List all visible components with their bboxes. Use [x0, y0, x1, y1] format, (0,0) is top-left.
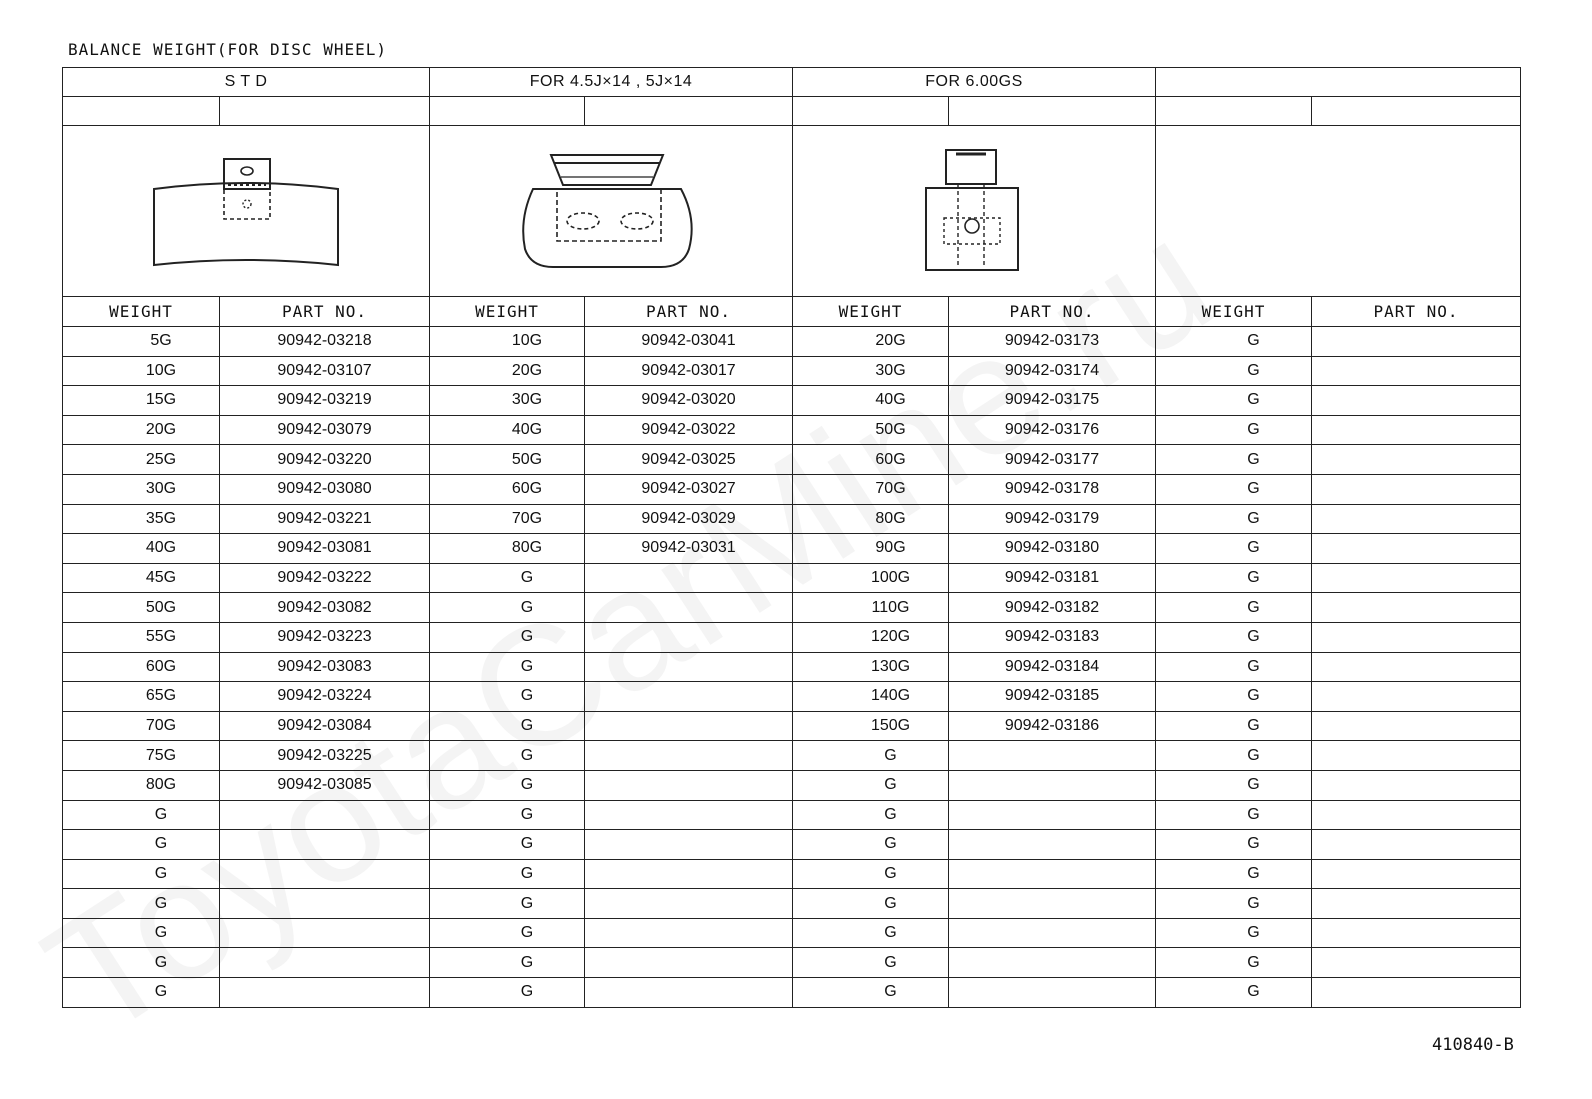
part-number-cell [585, 918, 793, 948]
part-number-cell: 90942-03223 [220, 622, 430, 652]
part-number-cell: 90942-03222 [220, 563, 430, 593]
part-number-cell [949, 741, 1156, 771]
part-number-cell: 90942-03178 [949, 474, 1156, 504]
part-number-cell [949, 800, 1156, 830]
table-row [63, 652, 1521, 682]
part-number-cell: 90942-03219 [220, 386, 430, 416]
table-row [63, 830, 1521, 860]
weight-cell: G [1156, 563, 1312, 593]
weight-cell: 10G [430, 327, 585, 357]
weight-cell: G [1156, 889, 1312, 919]
section-header-row [63, 68, 1521, 97]
weight-cell: G [430, 859, 585, 889]
weight-cell: G [1156, 652, 1312, 682]
part-number-cell [1312, 800, 1521, 830]
weight-cell: 25G [63, 445, 220, 475]
weight-cell: 90G [793, 534, 949, 564]
part-number-cell: 90942-03079 [220, 415, 430, 445]
weight-cell: 70G [63, 711, 220, 741]
part-number-cell [220, 978, 430, 1008]
weight-cell: G [1156, 682, 1312, 712]
part-number-cell: 90942-03225 [220, 741, 430, 771]
table-row [63, 800, 1521, 830]
illustration-row [63, 126, 1521, 297]
part-number-cell [949, 770, 1156, 800]
part-number-cell: 90942-03080 [220, 474, 430, 504]
part-number-cell: 90942-03022 [585, 415, 793, 445]
weight-cell: 50G [63, 593, 220, 623]
part-number-cell [585, 830, 793, 860]
weight-cell: 5G [63, 327, 220, 357]
weight-cell: G [1156, 327, 1312, 357]
part-number-cell [585, 859, 793, 889]
section-std-label: S T D [63, 68, 430, 97]
part-number-cell: 90942-03177 [949, 445, 1156, 475]
weight-cell: G [1156, 622, 1312, 652]
part-number-cell [1312, 682, 1521, 712]
section-6-00gs-label: FOR 6.00GS [793, 68, 1156, 97]
weight-cell: G [63, 978, 220, 1008]
blank-cell [793, 97, 949, 126]
part-number-cell [949, 918, 1156, 948]
part-number-cell: 90942-03179 [949, 504, 1156, 534]
weight-cell: 80G [63, 770, 220, 800]
part-number-cell: 90942-03029 [585, 504, 793, 534]
weight-cell: G [430, 682, 585, 712]
part-number-cell [585, 622, 793, 652]
table-row [63, 445, 1521, 475]
weight-cell: 80G [793, 504, 949, 534]
part-number-cell: 90942-03181 [949, 563, 1156, 593]
weight-cell: G [1156, 770, 1312, 800]
weight-cell: 140G [793, 682, 949, 712]
weight-cell: G [430, 889, 585, 919]
4-5j-weight-drawing [511, 149, 711, 274]
part-number-cell [1312, 652, 1521, 682]
weight-cell: G [1156, 356, 1312, 386]
weight-cell: G [430, 978, 585, 1008]
column-header-row [63, 297, 1521, 327]
weight-cell: G [793, 918, 949, 948]
weight-cell: 70G [430, 504, 585, 534]
weight-cell: 130G [793, 652, 949, 682]
weight-cell: G [1156, 474, 1312, 504]
4-5j-weight-illustration [430, 126, 793, 297]
sub-header-row [63, 97, 1521, 126]
part-number-cell: 90942-03183 [949, 622, 1156, 652]
part-number-cell: 90942-03186 [949, 711, 1156, 741]
weight-cell: G [1156, 593, 1312, 623]
table-row [63, 918, 1521, 948]
part-number-cell: 90942-03173 [949, 327, 1156, 357]
balance-weight-table [62, 67, 1521, 1008]
part-number-cell [1312, 563, 1521, 593]
part-number-cell [1312, 474, 1521, 504]
weight-cell: 55G [63, 622, 220, 652]
table-row [63, 534, 1521, 564]
weight-cell: G [793, 978, 949, 1008]
weight-cell: G [793, 770, 949, 800]
part-number-cell [1312, 889, 1521, 919]
weight-cell: 50G [430, 445, 585, 475]
part-number-cell: 90942-03175 [949, 386, 1156, 416]
weight-column-header: WEIGHT [430, 297, 585, 327]
part-number-cell: 90942-03174 [949, 356, 1156, 386]
part-number-cell [585, 770, 793, 800]
weight-cell: G [430, 563, 585, 593]
part-number-cell [1312, 622, 1521, 652]
weight-cell: G [430, 918, 585, 948]
part-number-cell: 90942-03081 [220, 534, 430, 564]
weight-cell: G [793, 889, 949, 919]
document-code: 410840-B [1432, 1035, 1514, 1055]
part-number-cell: 90942-03221 [220, 504, 430, 534]
blank-cell [63, 97, 220, 126]
part-number-cell [585, 978, 793, 1008]
part-number-cell [585, 800, 793, 830]
std-weight-drawing [146, 151, 346, 271]
table-row [63, 682, 1521, 712]
part-number-cell: 90942-03084 [220, 711, 430, 741]
part-number-cell [1312, 978, 1521, 1008]
part-number-cell [220, 830, 430, 860]
part-number-cell: 90942-03025 [585, 445, 793, 475]
weight-column-header: WEIGHT [793, 297, 949, 327]
weight-cell: 80G [430, 534, 585, 564]
part-number-cell [1312, 534, 1521, 564]
blank-cell [585, 97, 793, 126]
weight-cell: G [1156, 534, 1312, 564]
weight-cell: 70G [793, 474, 949, 504]
weight-cell: 40G [430, 415, 585, 445]
part-number-cell [1312, 830, 1521, 860]
part-number-cell: 90942-03085 [220, 770, 430, 800]
table-row [63, 415, 1521, 445]
weight-cell: G [63, 830, 220, 860]
weight-cell: 60G [63, 652, 220, 682]
table-row [63, 859, 1521, 889]
part-number-cell: 90942-03107 [220, 356, 430, 386]
part-number-cell [585, 563, 793, 593]
part-number-cell [220, 800, 430, 830]
part-number-cell [585, 741, 793, 771]
part-number-cell: 90942-03027 [585, 474, 793, 504]
weight-cell: G [430, 711, 585, 741]
part-number-cell [585, 682, 793, 712]
table-row [63, 593, 1521, 623]
weight-cell: 30G [63, 474, 220, 504]
weight-cell: 40G [793, 386, 949, 416]
part-number-cell [220, 859, 430, 889]
weight-cell: G [1156, 830, 1312, 860]
part-number-cell [585, 593, 793, 623]
blank-illustration [1156, 126, 1521, 297]
weight-cell: G [430, 800, 585, 830]
weight-cell: G [1156, 918, 1312, 948]
weight-cell: G [430, 948, 585, 978]
weight-cell: 100G [793, 563, 949, 593]
table-row [63, 563, 1521, 593]
weight-cell: 10G [63, 356, 220, 386]
part-number-cell: 90942-03176 [949, 415, 1156, 445]
part-number-cell [1312, 593, 1521, 623]
blank-cell [430, 97, 585, 126]
blank-cell [949, 97, 1156, 126]
weight-cell: 110G [793, 593, 949, 623]
part-number-cell [585, 652, 793, 682]
weight-cell: G [1156, 800, 1312, 830]
weight-cell: 15G [63, 386, 220, 416]
weight-cell: G [430, 830, 585, 860]
weight-cell: G [63, 918, 220, 948]
weight-column-header: WEIGHT [63, 297, 220, 327]
table-row [63, 327, 1521, 357]
part-number-cell: 90942-03041 [585, 327, 793, 357]
part-number-cell [1312, 415, 1521, 445]
std-weight-illustration [63, 126, 430, 297]
weight-cell: 45G [63, 563, 220, 593]
table-row [63, 770, 1521, 800]
weight-cell: G [63, 859, 220, 889]
table-row [63, 474, 1521, 504]
weight-cell: G [63, 948, 220, 978]
weight-cell: G [1156, 711, 1312, 741]
weight-cell: G [793, 800, 949, 830]
blank-cell [220, 97, 430, 126]
weight-cell: G [1156, 859, 1312, 889]
part-number-cell [1312, 327, 1521, 357]
part-number-cell: 90942-03031 [585, 534, 793, 564]
part-no-column-header: PART NO. [585, 297, 793, 327]
weight-cell: G [793, 948, 949, 978]
table-row [63, 356, 1521, 386]
weight-cell: 50G [793, 415, 949, 445]
part-no-column-header: PART NO. [949, 297, 1156, 327]
part-number-cell [1312, 504, 1521, 534]
weight-cell: G [793, 741, 949, 771]
part-number-cell [1312, 741, 1521, 771]
weight-cell: 35G [63, 504, 220, 534]
table-row [63, 622, 1521, 652]
part-number-cell [949, 978, 1156, 1008]
part-number-cell: 90942-03184 [949, 652, 1156, 682]
part-number-cell [1312, 711, 1521, 741]
weight-cell: 150G [793, 711, 949, 741]
table-row [63, 948, 1521, 978]
part-number-cell [585, 948, 793, 978]
table-row [63, 741, 1521, 771]
weight-cell: G [1156, 741, 1312, 771]
weight-cell: G [430, 622, 585, 652]
table-row [63, 504, 1521, 534]
weight-cell: G [1156, 386, 1312, 416]
weight-cell: G [63, 889, 220, 919]
table-row [63, 711, 1521, 741]
weight-cell: G [430, 770, 585, 800]
part-number-cell: 90942-03224 [220, 682, 430, 712]
part-number-cell: 90942-03083 [220, 652, 430, 682]
document-title: BALANCE WEIGHT(FOR DISC WHEEL) [68, 40, 387, 59]
weight-cell: G [63, 800, 220, 830]
part-no-column-header: PART NO. [1312, 297, 1521, 327]
weight-cell: G [1156, 978, 1312, 1008]
part-number-cell [585, 889, 793, 919]
section-blank-label [1156, 68, 1521, 97]
part-number-cell: 90942-03082 [220, 593, 430, 623]
part-number-cell [585, 711, 793, 741]
6-00gs-weight-drawing [874, 146, 1074, 276]
part-number-cell [1312, 770, 1521, 800]
weight-cell: G [793, 830, 949, 860]
weight-cell: 60G [793, 445, 949, 475]
part-number-cell: 90942-03020 [585, 386, 793, 416]
part-number-cell: 90942-03180 [949, 534, 1156, 564]
part-number-cell [949, 859, 1156, 889]
weight-cell: 75G [63, 741, 220, 771]
part-number-cell [949, 889, 1156, 919]
weight-cell: G [1156, 445, 1312, 475]
weight-cell: 60G [430, 474, 585, 504]
weight-cell: 30G [793, 356, 949, 386]
weight-cell: 20G [430, 356, 585, 386]
weight-cell: G [430, 593, 585, 623]
weight-cell: 65G [63, 682, 220, 712]
part-number-cell [220, 889, 430, 919]
table-row [63, 978, 1521, 1008]
part-no-column-header: PART NO. [220, 297, 430, 327]
part-number-cell [949, 830, 1156, 860]
part-number-cell [1312, 948, 1521, 978]
weight-cell: G [1156, 504, 1312, 534]
table-row [63, 386, 1521, 416]
weight-cell: 120G [793, 622, 949, 652]
weight-cell: G [430, 741, 585, 771]
section-4-5j-label: FOR 4.5J×14 , 5J×14 [430, 68, 793, 97]
weight-column-header: WEIGHT [1156, 297, 1312, 327]
weight-cell: 20G [63, 415, 220, 445]
weight-cell: G [1156, 415, 1312, 445]
part-number-cell [220, 948, 430, 978]
part-number-cell: 90942-03182 [949, 593, 1156, 623]
part-number-cell: 90942-03220 [220, 445, 430, 475]
weight-cell: G [430, 652, 585, 682]
part-number-cell [1312, 859, 1521, 889]
part-number-cell [1312, 445, 1521, 475]
weight-cell: G [793, 859, 949, 889]
weight-cell: 30G [430, 386, 585, 416]
weight-cell: 20G [793, 327, 949, 357]
part-number-cell [949, 948, 1156, 978]
weight-cell: 40G [63, 534, 220, 564]
table-row [63, 889, 1521, 919]
6-00gs-weight-illustration [793, 126, 1156, 297]
part-number-cell [1312, 918, 1521, 948]
part-number-cell: 90942-03017 [585, 356, 793, 386]
blank-cell [1156, 97, 1312, 126]
part-number-cell [220, 918, 430, 948]
part-number-cell [1312, 386, 1521, 416]
part-number-cell: 90942-03218 [220, 327, 430, 357]
blank-cell [1312, 97, 1521, 126]
weight-cell: G [1156, 948, 1312, 978]
part-number-cell: 90942-03185 [949, 682, 1156, 712]
part-number-cell [1312, 356, 1521, 386]
